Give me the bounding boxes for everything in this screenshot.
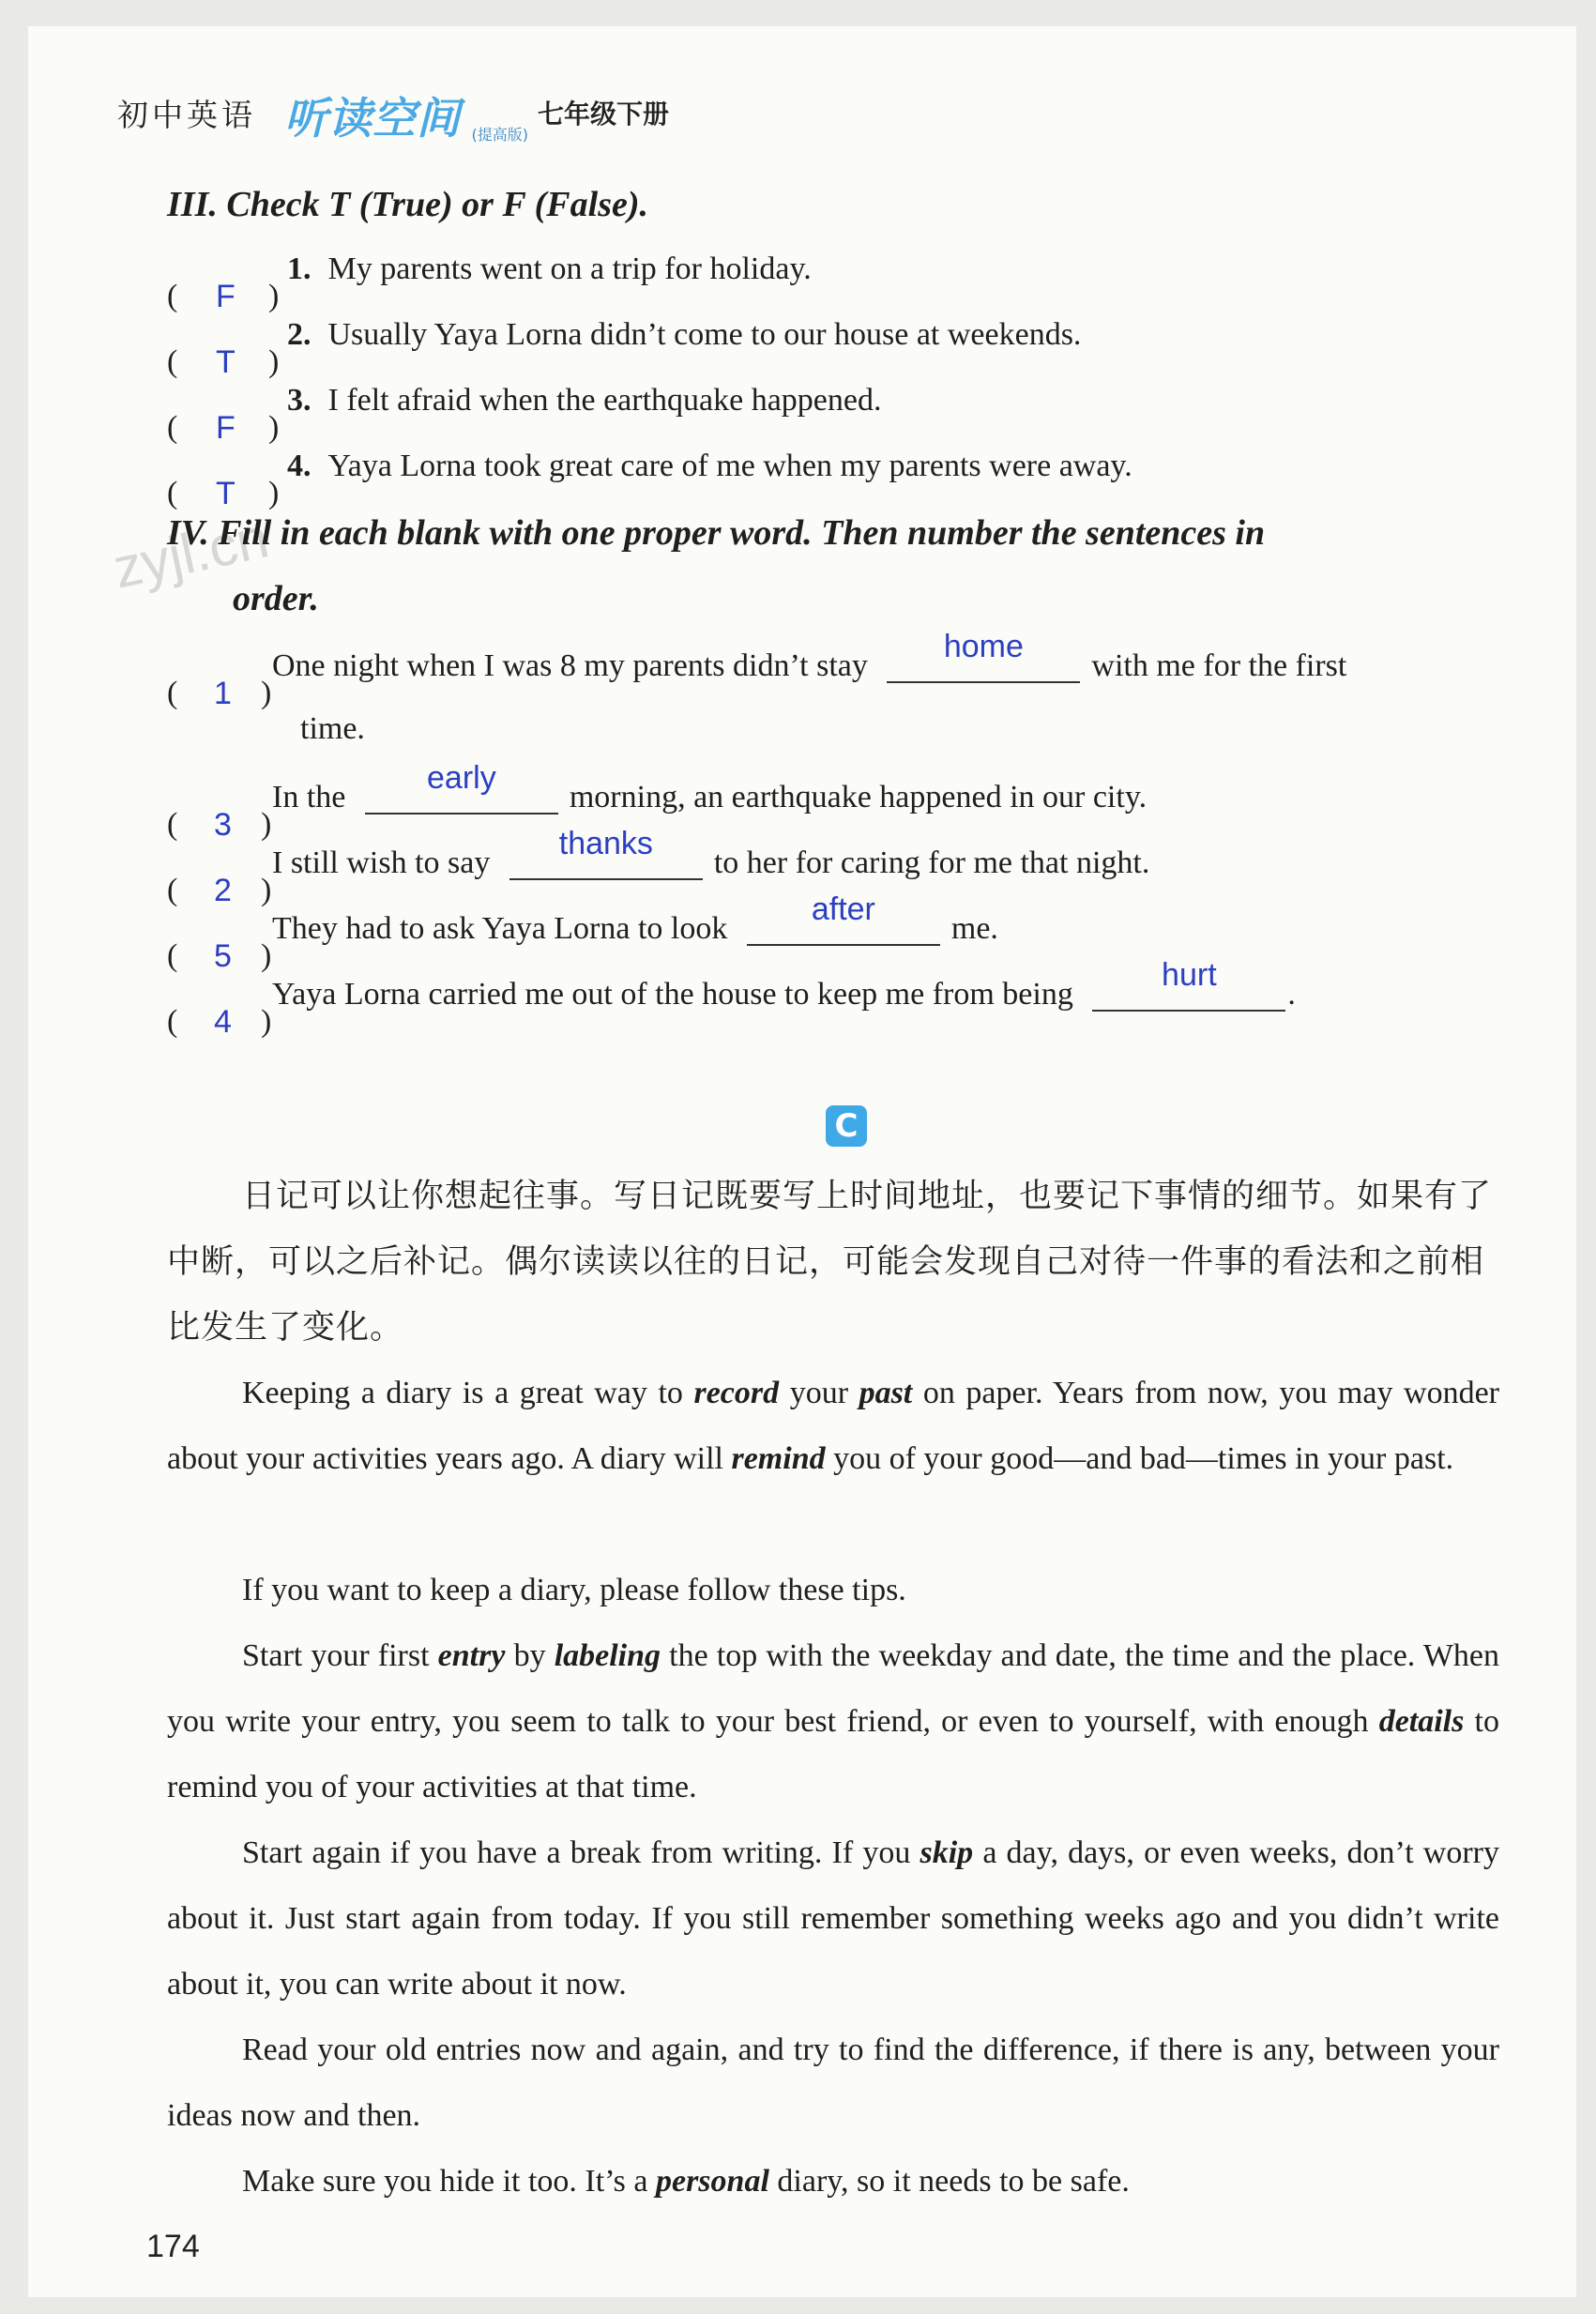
tf-answer: F bbox=[216, 410, 236, 446]
sentence-part: I still wish to say bbox=[272, 845, 491, 880]
logo-text: 听读空间 bbox=[284, 93, 461, 144]
fill-item: ( 2 ) I still wish to say thanks to her for caring for me that night. bbox=[167, 826, 1150, 908]
order-number: 4 bbox=[214, 1004, 232, 1040]
order-number: 5 bbox=[214, 938, 232, 974]
item-number: 2. bbox=[287, 317, 312, 352]
blank-answer: after bbox=[811, 891, 875, 927]
item-text: I felt afraid when the earthquake happened. bbox=[327, 383, 882, 418]
grade-label: 七年级下册 bbox=[538, 99, 670, 129]
item-number: 4. bbox=[287, 449, 312, 483]
tf-item: ( T ) 4. Yaya Lorna took great care of me when my parents were away. bbox=[167, 449, 1132, 511]
tf-answer: F bbox=[216, 279, 236, 314]
paragraph-3: Start your first entry by labeling the top with the weekday and date, the time and the place. When you write your entry, you seem to talk to your best friend, or even to yourself, with enough details to remind you of your activities at that time. bbox=[167, 1638, 1499, 1804]
fill-item-cont: time. bbox=[300, 711, 365, 746]
paragraph-6: Make sure you hide it too. It’s a personal diary, so it needs to be safe. bbox=[242, 2164, 1130, 2199]
tf-item: ( T ) 2. Usually Yaya Lorna didn’t come to our house at weekends. bbox=[167, 317, 1082, 380]
sentence-part: me. bbox=[950, 911, 998, 946]
item-text: Usually Yaya Lorna didn’t come to our house at weekends. bbox=[327, 317, 1082, 352]
page-number: 174 bbox=[146, 2229, 200, 2264]
blank-answer: hurt bbox=[1162, 957, 1217, 993]
key-word: labeling bbox=[554, 1638, 661, 1673]
key-word: personal bbox=[655, 2164, 769, 2199]
sentence-part: morning, an earthquake happened in our city. bbox=[569, 780, 1148, 814]
watermark: zyjl.cn bbox=[107, 506, 274, 601]
paragraph-5: Read your old entries now and again, and try to find the difference, if there is any, between your ideas now and then. bbox=[167, 2032, 1499, 2133]
tf-answer: T bbox=[216, 344, 236, 380]
sentence-part: They had to ask Yaya Lorna to look bbox=[272, 911, 728, 946]
order-number: 2 bbox=[214, 873, 232, 908]
blank-answer: early bbox=[427, 760, 496, 796]
sentence-part: . bbox=[1287, 977, 1296, 1012]
sentence-part: to her for caring for me that night. bbox=[713, 845, 1150, 880]
answer-blank bbox=[887, 629, 1080, 683]
tf-answer: T bbox=[216, 476, 236, 511]
order-number: 1 bbox=[214, 676, 232, 711]
logo-subtitle: (提高版) bbox=[471, 126, 528, 144]
blank-answer: thanks bbox=[558, 826, 653, 861]
tf-item: ( F ) 1. My parents went on a trip for holiday. bbox=[167, 251, 812, 314]
tf-item: ( F ) 3. I felt afraid when the earthquake happened. bbox=[167, 383, 882, 446]
key-word: record bbox=[693, 1376, 780, 1410]
key-word: past bbox=[859, 1376, 913, 1410]
key-word: remind bbox=[731, 1441, 826, 1476]
blank-answer: home bbox=[943, 629, 1024, 664]
key-word: entry bbox=[437, 1638, 506, 1673]
sentence-part: Yaya Lorna carried me out of the house to keep me from being bbox=[272, 977, 1073, 1012]
chinese-intro: 日记可以让你想起往事。写日记既要写上时间地址，也要记下事情的细节。如果有了中断，可以之后补记。偶尔读读以往的日记，可能会发现自己对待一件事的看法和之前相比发生了变化。 bbox=[167, 1178, 1493, 1347]
key-word: skip bbox=[920, 1835, 974, 1870]
fill-item: ( 4 ) Yaya Lorna carried me out of the house to keep me from being hurt . bbox=[167, 957, 1296, 1040]
running-header bbox=[117, 84, 670, 144]
section4-title: IV. Fill in each blank with one proper word. Then number the sentences in bbox=[167, 513, 1266, 553]
answer-blank bbox=[1092, 957, 1285, 1012]
paragraph-2: If you want to keep a diary, please follow these tips. bbox=[242, 1573, 906, 1607]
key-word: details bbox=[1378, 1704, 1465, 1739]
section3-title: III. Check T (True) or F (False). bbox=[167, 185, 648, 224]
section-c-badge: C bbox=[826, 1105, 867, 1147]
paragraph-4: Start again if you have a break from writing. If you skip a day, days, or even weeks, don’t worry about it. Just start again from today. If you still remember something weeks ago and you didn’t write about it, you can write about it now. bbox=[167, 1835, 1499, 2002]
answer-blank bbox=[365, 760, 558, 814]
answer-blank bbox=[509, 826, 703, 880]
fill-item: ( 3 ) In the early morning, an earthquake happened in our city. bbox=[167, 760, 1148, 843]
paragraph-1: Keeping a diary is a great way to record your past on paper. Years from now, you may wonder about your activities years ago. A diary will remind you of your good—and bad—times in your past. bbox=[167, 1376, 1499, 1476]
order-number: 3 bbox=[214, 807, 232, 843]
sentence-part: One night when I was 8 my parents didn’t stay bbox=[272, 648, 868, 683]
sentence-part: with me for the first bbox=[1091, 648, 1347, 683]
item-text: Yaya Lorna took great care of me when my parents were away. bbox=[327, 449, 1132, 483]
fill-item: ( 1 ) One night when I was 8 my parents didn’t stay home with me for the first bbox=[167, 629, 1347, 711]
sentence-part: In the bbox=[272, 780, 346, 814]
section4-title-cont: order. bbox=[233, 579, 319, 618]
answer-blank bbox=[747, 891, 940, 946]
fill-item: ( 5 ) They had to ask Yaya Lorna to look after me. bbox=[167, 891, 998, 974]
item-number: 1. bbox=[287, 251, 312, 286]
book-logo bbox=[284, 84, 528, 144]
subject-label: 初中英语 bbox=[117, 96, 256, 133]
item-number: 3. bbox=[287, 383, 312, 418]
item-text: My parents went on a trip for holiday. bbox=[327, 251, 812, 286]
